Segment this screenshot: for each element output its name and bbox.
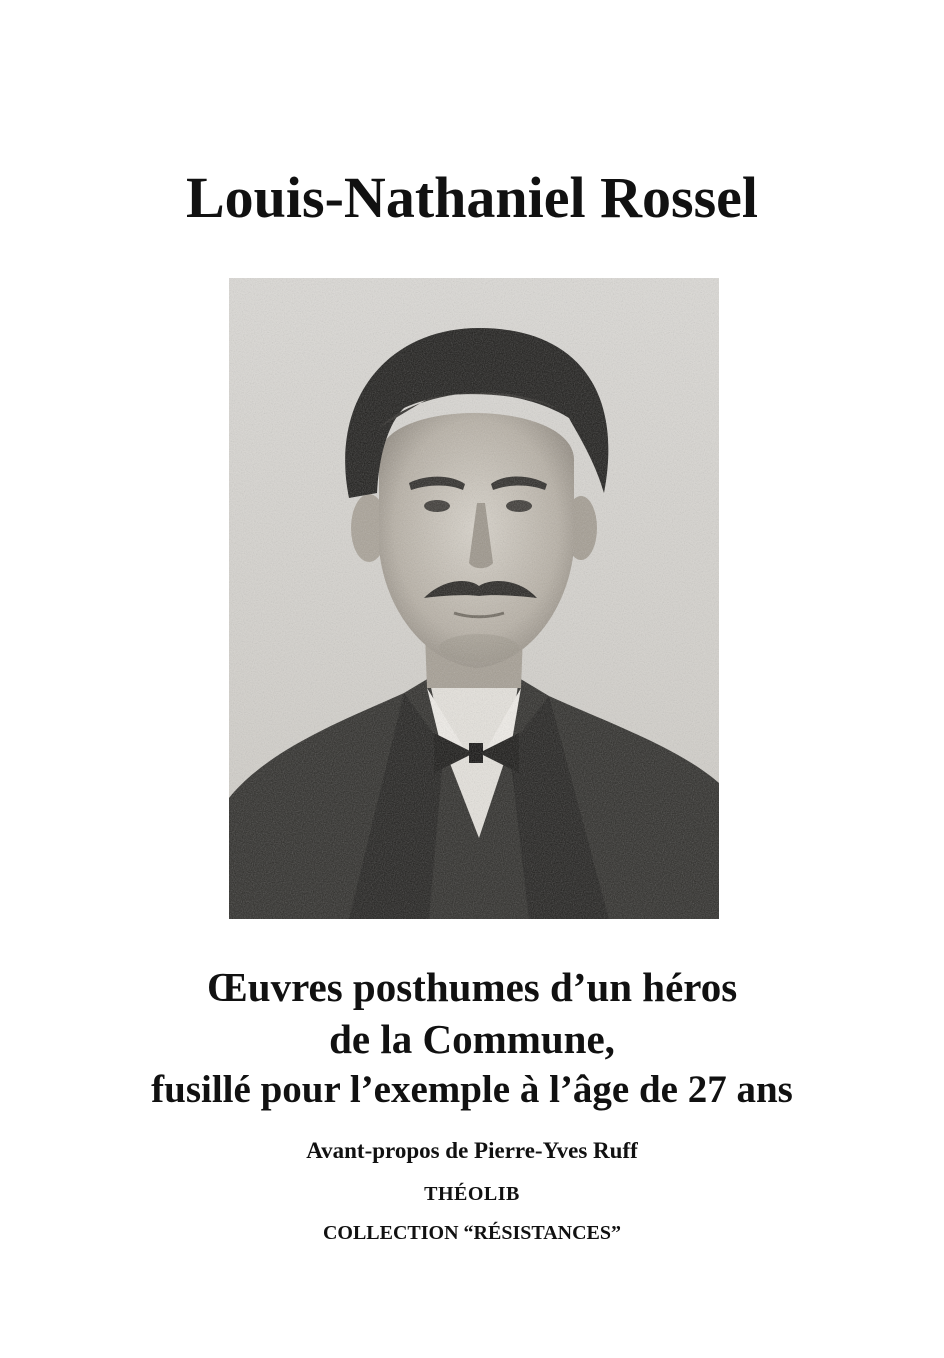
subtitle-line-1: Œuvres posthumes d’un héros bbox=[206, 964, 738, 1010]
collection-name: COLLECTION “RÉSISTANCES” bbox=[322, 1222, 622, 1244]
subtitle-line-3: fusillé pour l’exemple à l’âge de 27 ans bbox=[151, 1068, 793, 1111]
author-name: Louis-Nathaniel Rossel bbox=[185, 165, 758, 230]
portrait-photo bbox=[229, 278, 719, 919]
foreword-credit: Avant-propos de Pierre-Yves Ruff bbox=[306, 1138, 638, 1163]
publisher-name: THÉOLIB bbox=[424, 1183, 520, 1205]
subtitle-line-2: de la Commune, bbox=[329, 1016, 615, 1062]
